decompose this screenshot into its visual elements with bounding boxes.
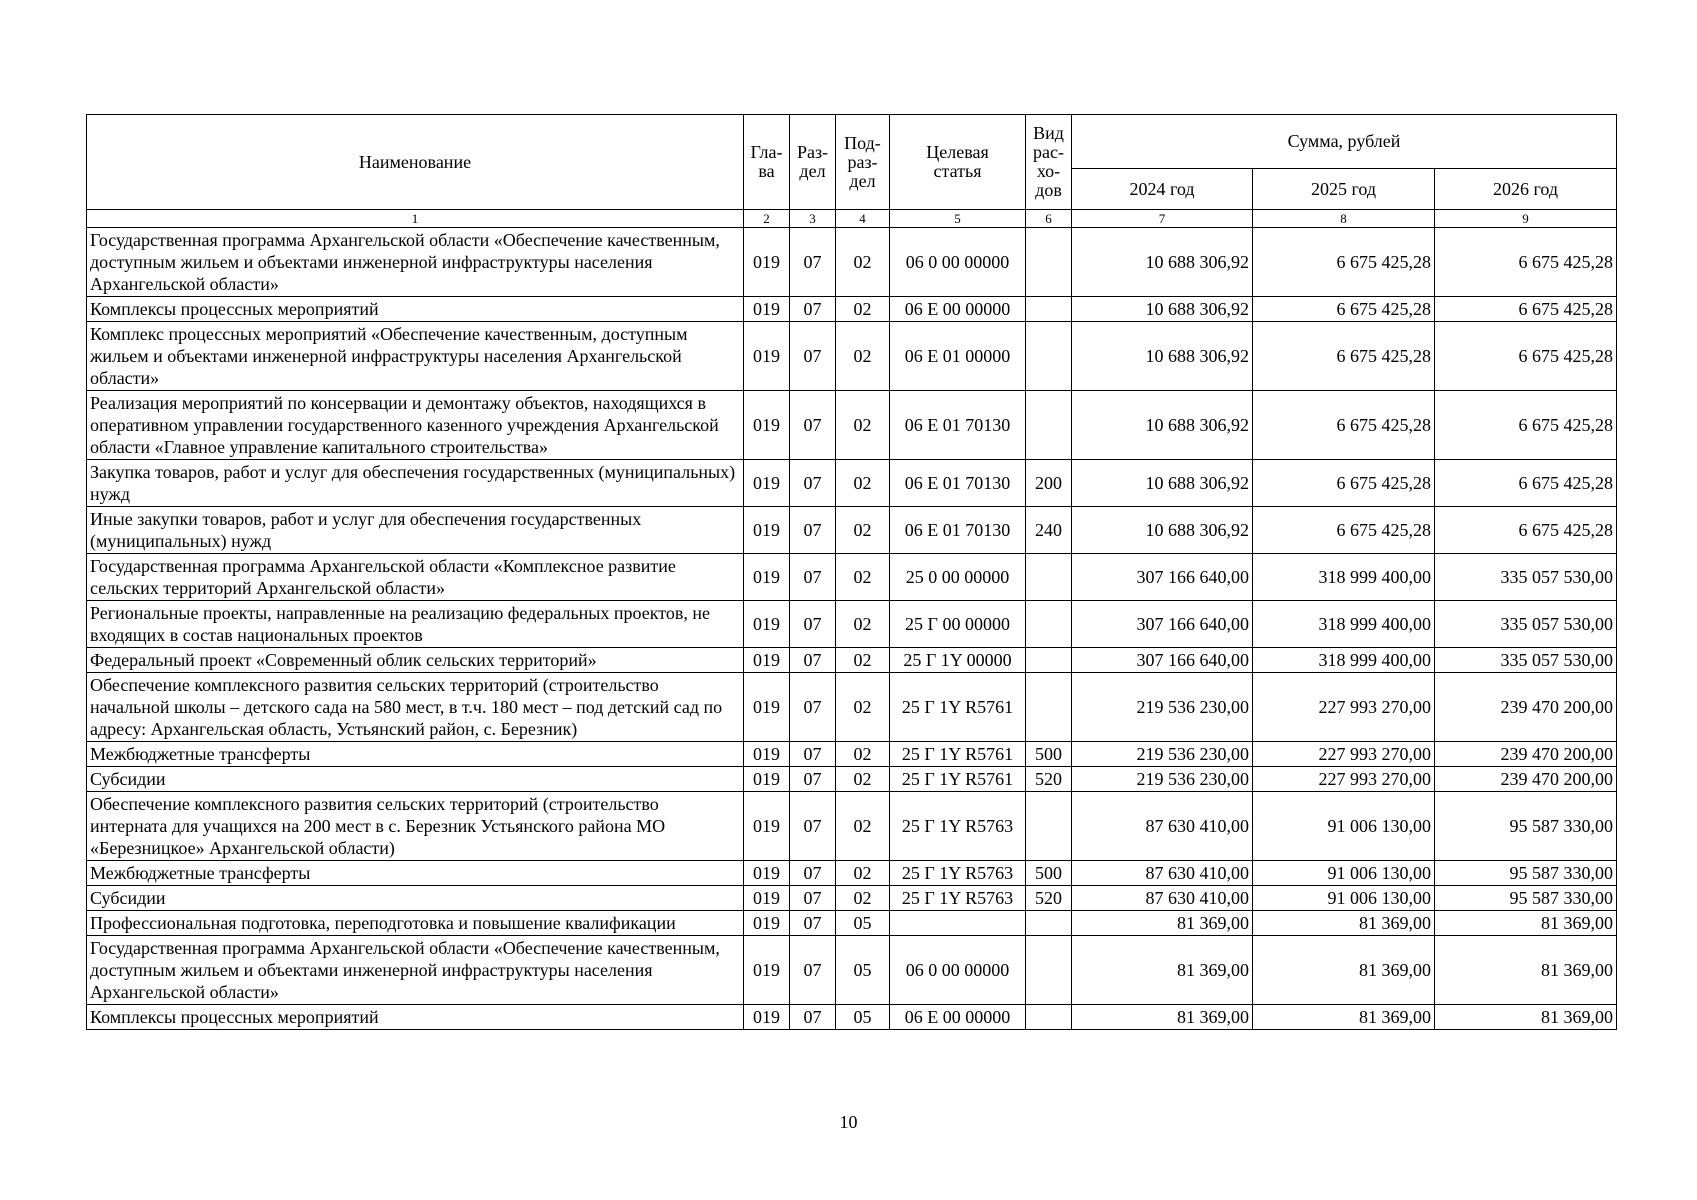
table-row xyxy=(87,1005,1617,1030)
row-podrazdel: 05 xyxy=(836,936,890,1005)
row-podrazdel: 02 xyxy=(836,861,890,886)
column-number: 7 xyxy=(1072,210,1253,228)
row-celevaya-statya: 06 Е 00 00000 xyxy=(890,1005,1026,1030)
row-glava: 019 xyxy=(744,507,790,554)
row-glava: 019 xyxy=(744,322,790,391)
row-celevaya-statya: 25 Г 1Y R5763 xyxy=(890,886,1026,911)
row-glava: 019 xyxy=(744,911,790,936)
row-sum-2025: 81 369,00 xyxy=(1253,936,1435,1005)
row-name: Субсидии xyxy=(87,767,744,792)
row-podrazdel: 05 xyxy=(836,911,890,936)
row-vid-rashodov: 520 xyxy=(1026,886,1072,911)
row-glava: 019 xyxy=(744,460,790,507)
column-number: 9 xyxy=(1435,210,1617,228)
row-sum-2024: 219 536 230,00 xyxy=(1072,673,1253,742)
row-celevaya-statya: 25 Г 1Y 00000 xyxy=(890,648,1026,673)
row-sum-2025: 6 675 425,28 xyxy=(1253,460,1435,507)
row-celevaya-statya: 06 0 00 00000 xyxy=(890,228,1026,297)
column-number: 6 xyxy=(1026,210,1072,228)
row-name: Государственная программа Архангельской области «Обеспечение качественным, доступным жильем и объектами инженерной инфраструктуры населения Архангельской области» xyxy=(87,228,744,297)
row-sum-2026: 81 369,00 xyxy=(1435,911,1617,936)
row-vid-rashodov: 520 xyxy=(1026,767,1072,792)
row-sum-2024: 87 630 410,00 xyxy=(1072,792,1253,861)
row-podrazdel: 02 xyxy=(836,886,890,911)
row-sum-2025: 227 993 270,00 xyxy=(1253,673,1435,742)
row-vid-rashodov: 500 xyxy=(1026,861,1072,886)
table-row xyxy=(87,228,1617,297)
row-sum-2025: 6 675 425,28 xyxy=(1253,297,1435,322)
row-razdel: 07 xyxy=(790,1005,836,1030)
row-podrazdel: 02 xyxy=(836,792,890,861)
header-summa: Сумма, рублей xyxy=(1072,115,1617,169)
table-row xyxy=(87,391,1617,460)
row-sum-2026: 95 587 330,00 xyxy=(1435,886,1617,911)
row-sum-2025: 6 675 425,28 xyxy=(1253,391,1435,460)
row-celevaya-statya: 25 Г 1Y R5761 xyxy=(890,673,1026,742)
row-vid-rashodov xyxy=(1026,391,1072,460)
row-vid-rashodov xyxy=(1026,228,1072,297)
row-sum-2025: 6 675 425,28 xyxy=(1253,507,1435,554)
row-celevaya-statya: 06 Е 01 70130 xyxy=(890,391,1026,460)
column-number: 2 xyxy=(744,210,790,228)
row-name: Обеспечение комплексного развития сельских территорий (строительство начальной школы – детского сада на 580 мест, в т.ч. 180 мест – под детский сад по адресу: Архангельская область, Устьянский район, с. Березник) xyxy=(87,673,744,742)
row-name: Комплексы процессных мероприятий xyxy=(87,297,744,322)
row-celevaya-statya: 06 Е 01 70130 xyxy=(890,507,1026,554)
column-number: 3 xyxy=(790,210,836,228)
table-row xyxy=(87,601,1617,648)
row-razdel: 07 xyxy=(790,886,836,911)
row-glava: 019 xyxy=(744,391,790,460)
row-sum-2024: 81 369,00 xyxy=(1072,911,1253,936)
row-glava: 019 xyxy=(744,601,790,648)
row-sum-2024: 307 166 640,00 xyxy=(1072,601,1253,648)
row-name: Государственная программа Архангельской области «Комплексное развитие сельских территорий Архангельской области» xyxy=(87,554,744,601)
header-glava: Гла- ва xyxy=(744,115,790,210)
row-glava: 019 xyxy=(744,886,790,911)
header-celevaya-statya: Целевая статья xyxy=(890,115,1026,210)
header-razdel: Раз- дел xyxy=(790,115,836,210)
row-razdel: 07 xyxy=(790,460,836,507)
column-number: 8 xyxy=(1253,210,1435,228)
row-sum-2026: 6 675 425,28 xyxy=(1435,391,1617,460)
row-name: Федеральный проект «Современный облик сельских территорий» xyxy=(87,648,744,673)
row-sum-2024: 81 369,00 xyxy=(1072,1005,1253,1030)
row-celevaya-statya: 06 Е 01 70130 xyxy=(890,460,1026,507)
row-sum-2024: 87 630 410,00 xyxy=(1072,861,1253,886)
row-podrazdel: 02 xyxy=(836,460,890,507)
row-sum-2026: 6 675 425,28 xyxy=(1435,228,1617,297)
row-glava: 019 xyxy=(744,742,790,767)
row-sum-2026: 239 470 200,00 xyxy=(1435,742,1617,767)
header-2024: 2024 год xyxy=(1072,169,1253,210)
row-glava: 019 xyxy=(744,228,790,297)
row-vid-rashodov xyxy=(1026,936,1072,1005)
row-vid-rashodov xyxy=(1026,297,1072,322)
row-razdel: 07 xyxy=(790,297,836,322)
table-row xyxy=(87,886,1617,911)
table-row xyxy=(87,507,1617,554)
header-name: Наименование xyxy=(87,115,744,210)
row-sum-2026: 6 675 425,28 xyxy=(1435,297,1617,322)
column-number: 5 xyxy=(890,210,1026,228)
budget-table-page xyxy=(86,114,1616,1030)
row-vid-rashodov xyxy=(1026,1005,1072,1030)
row-sum-2026: 335 057 530,00 xyxy=(1435,648,1617,673)
row-sum-2026: 335 057 530,00 xyxy=(1435,601,1617,648)
row-sum-2025: 6 675 425,28 xyxy=(1253,322,1435,391)
row-sum-2025: 227 993 270,00 xyxy=(1253,742,1435,767)
row-sum-2024: 10 688 306,92 xyxy=(1072,322,1253,391)
row-sum-2025: 318 999 400,00 xyxy=(1253,648,1435,673)
header-vid-rashodov: Вид рас- хо- дов xyxy=(1026,115,1072,210)
row-name: Закупка товаров, работ и услуг для обеспечения государственных (муниципальных) нужд xyxy=(87,460,744,507)
row-podrazdel: 02 xyxy=(836,767,890,792)
row-podrazdel: 02 xyxy=(836,322,890,391)
row-sum-2024: 81 369,00 xyxy=(1072,936,1253,1005)
row-sum-2024: 219 536 230,00 xyxy=(1072,767,1253,792)
row-glava: 019 xyxy=(744,648,790,673)
row-celevaya-statya: 06 0 00 00000 xyxy=(890,936,1026,1005)
header-2025: 2025 год xyxy=(1253,169,1435,210)
row-name: Межбюджетные трансферты xyxy=(87,861,744,886)
row-celevaya-statya xyxy=(890,911,1026,936)
row-celevaya-statya: 06 Е 01 00000 xyxy=(890,322,1026,391)
table-row xyxy=(87,742,1617,767)
table-row xyxy=(87,792,1617,861)
row-sum-2025: 6 675 425,28 xyxy=(1253,228,1435,297)
row-glava: 019 xyxy=(744,792,790,861)
row-sum-2024: 307 166 640,00 xyxy=(1072,554,1253,601)
row-vid-rashodov xyxy=(1026,322,1072,391)
row-name: Обеспечение комплексного развития сельских территорий (строительство интерната для учащихся на 200 мест в с. Березник Устьянского района МО «Березницкое» Архангельской области) xyxy=(87,792,744,861)
row-name: Профессиональная подготовка, переподготовка и повышение квалификации xyxy=(87,911,744,936)
row-celevaya-statya: 25 Г 00 00000 xyxy=(890,601,1026,648)
row-sum-2024: 10 688 306,92 xyxy=(1072,297,1253,322)
row-razdel: 07 xyxy=(790,322,836,391)
row-glava: 019 xyxy=(744,767,790,792)
row-podrazdel: 02 xyxy=(836,297,890,322)
row-sum-2026: 335 057 530,00 xyxy=(1435,554,1617,601)
row-glava: 019 xyxy=(744,554,790,601)
row-sum-2025: 318 999 400,00 xyxy=(1253,601,1435,648)
row-razdel: 07 xyxy=(790,767,836,792)
row-name: Иные закупки товаров, работ и услуг для обеспечения государственных (муниципальных) нужд xyxy=(87,507,744,554)
row-sum-2025: 318 999 400,00 xyxy=(1253,554,1435,601)
row-celevaya-statya: 25 0 00 00000 xyxy=(890,554,1026,601)
row-razdel: 07 xyxy=(790,792,836,861)
header-podrazdel: Под- раз- дел xyxy=(836,115,890,210)
table-row xyxy=(87,554,1617,601)
row-name: Государственная программа Архангельской области «Обеспечение качественным, доступным жильем и объектами инженерной инфраструктуры населения Архангельской области» xyxy=(87,936,744,1005)
table-row xyxy=(87,861,1617,886)
row-celevaya-statya: 25 Г 1Y R5763 xyxy=(890,861,1026,886)
row-razdel: 07 xyxy=(790,507,836,554)
row-sum-2024: 219 536 230,00 xyxy=(1072,742,1253,767)
row-podrazdel: 02 xyxy=(836,507,890,554)
row-sum-2024: 10 688 306,92 xyxy=(1072,391,1253,460)
row-name: Реализация мероприятий по консервации и демонтажу объектов, находящихся в оперативном управлении государственного казенного учреждения Архангельской области «Главное управление капитального строительства» xyxy=(87,391,744,460)
row-sum-2026: 95 587 330,00 xyxy=(1435,861,1617,886)
row-sum-2024: 87 630 410,00 xyxy=(1072,886,1253,911)
table-row xyxy=(87,673,1617,742)
row-name: Региональные проекты, направленные на реализацию федеральных проектов, не входящих в состав национальных проектов xyxy=(87,601,744,648)
row-razdel: 07 xyxy=(790,601,836,648)
row-razdel: 07 xyxy=(790,911,836,936)
row-razdel: 07 xyxy=(790,861,836,886)
row-sum-2024: 10 688 306,92 xyxy=(1072,507,1253,554)
row-vid-rashodov: 240 xyxy=(1026,507,1072,554)
row-podrazdel: 02 xyxy=(836,391,890,460)
row-razdel: 07 xyxy=(790,228,836,297)
row-podrazdel: 02 xyxy=(836,648,890,673)
row-razdel: 07 xyxy=(790,391,836,460)
row-name: Комплексы процессных мероприятий xyxy=(87,1005,744,1030)
row-celevaya-statya: 06 Е 00 00000 xyxy=(890,297,1026,322)
row-glava: 019 xyxy=(744,673,790,742)
row-sum-2026: 6 675 425,28 xyxy=(1435,507,1617,554)
row-vid-rashodov xyxy=(1026,792,1072,861)
row-razdel: 07 xyxy=(790,648,836,673)
row-podrazdel: 02 xyxy=(836,554,890,601)
row-sum-2025: 91 006 130,00 xyxy=(1253,886,1435,911)
row-vid-rashodov xyxy=(1026,648,1072,673)
table-row xyxy=(87,767,1617,792)
table-row xyxy=(87,911,1617,936)
row-podrazdel: 02 xyxy=(836,601,890,648)
row-vid-rashodov xyxy=(1026,601,1072,648)
row-sum-2024: 10 688 306,92 xyxy=(1072,228,1253,297)
row-sum-2026: 239 470 200,00 xyxy=(1435,673,1617,742)
row-glava: 019 xyxy=(744,936,790,1005)
table-row xyxy=(87,460,1617,507)
row-podrazdel: 02 xyxy=(836,742,890,767)
row-sum-2025: 91 006 130,00 xyxy=(1253,861,1435,886)
row-podrazdel: 02 xyxy=(836,673,890,742)
row-sum-2026: 95 587 330,00 xyxy=(1435,792,1617,861)
table-row xyxy=(87,297,1617,322)
table-row xyxy=(87,648,1617,673)
row-celevaya-statya: 25 Г 1Y R5763 xyxy=(890,792,1026,861)
row-vid-rashodov: 500 xyxy=(1026,742,1072,767)
column-number: 4 xyxy=(836,210,890,228)
row-sum-2025: 227 993 270,00 xyxy=(1253,767,1435,792)
row-sum-2026: 81 369,00 xyxy=(1435,936,1617,1005)
row-vid-rashodov xyxy=(1026,554,1072,601)
row-vid-rashodov: 200 xyxy=(1026,460,1072,507)
row-sum-2025: 81 369,00 xyxy=(1253,911,1435,936)
row-razdel: 07 xyxy=(790,936,836,1005)
table-body xyxy=(87,228,1617,1030)
row-sum-2026: 6 675 425,28 xyxy=(1435,460,1617,507)
row-vid-rashodov xyxy=(1026,911,1072,936)
row-celevaya-statya: 25 Г 1Y R5761 xyxy=(890,767,1026,792)
row-glava: 019 xyxy=(744,1005,790,1030)
row-razdel: 07 xyxy=(790,673,836,742)
row-sum-2026: 81 369,00 xyxy=(1435,1005,1617,1030)
column-number: 1 xyxy=(87,210,744,228)
header-2026: 2026 год xyxy=(1435,169,1617,210)
row-podrazdel: 02 xyxy=(836,228,890,297)
column-numbers-row xyxy=(87,210,1617,228)
row-glava: 019 xyxy=(744,861,790,886)
row-razdel: 07 xyxy=(790,742,836,767)
row-vid-rashodov xyxy=(1026,673,1072,742)
row-razdel: 07 xyxy=(790,554,836,601)
row-sum-2024: 10 688 306,92 xyxy=(1072,460,1253,507)
table-row xyxy=(87,322,1617,391)
row-name: Комплекс процессных мероприятий «Обеспечение качественным, доступным жильем и объектами инженерной инфраструктуры населения Архангельской области» xyxy=(87,322,744,391)
page-number: 10 xyxy=(839,1112,858,1132)
row-sum-2024: 307 166 640,00 xyxy=(1072,648,1253,673)
row-sum-2026: 6 675 425,28 xyxy=(1435,322,1617,391)
row-glava: 019 xyxy=(744,297,790,322)
row-name: Субсидии xyxy=(87,886,744,911)
row-sum-2025: 81 369,00 xyxy=(1253,1005,1435,1030)
row-podrazdel: 05 xyxy=(836,1005,890,1030)
row-sum-2026: 239 470 200,00 xyxy=(1435,767,1617,792)
table-row xyxy=(87,936,1617,1005)
row-name: Межбюджетные трансферты xyxy=(87,742,744,767)
budget-table xyxy=(86,114,1617,1030)
row-celevaya-statya: 25 Г 1Y R5761 xyxy=(890,742,1026,767)
row-sum-2025: 91 006 130,00 xyxy=(1253,792,1435,861)
